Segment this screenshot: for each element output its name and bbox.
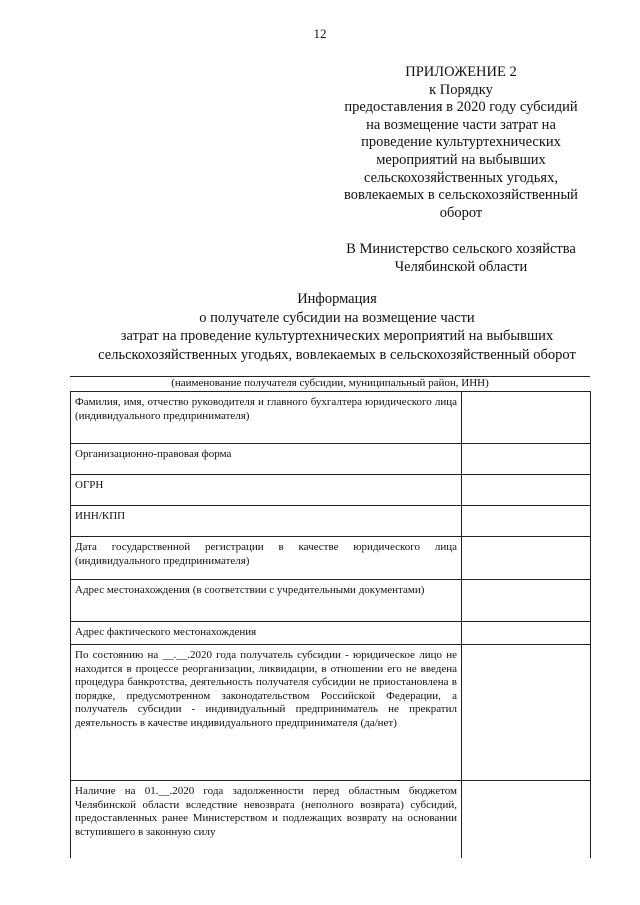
row-value-cell [462,622,591,645]
page-number: 12 [313,26,327,41]
appendix-line: проведение культуртехнических [361,134,561,151]
appendix-line: к Порядку [429,81,493,98]
appendix-line: сельскохозяйственных угодьях, [364,169,558,186]
row-label: По состоянию на __.__.2020 года получатель субсидии - юридическое лицо не находится в процессе реорганизации, ликвидации, в отношении его не введена процедура банкротства, деятельность получателя субсидии не приостановлена в порядке, предусмотренном законодательством Российской Федерации, а получатель субсидии - индивидуальный предприниматель не прекратил деятельность в качестве индивидуального предпринимателя (да/нет) [71,645,462,781]
row-value-cell [462,506,591,537]
row-label: ОГРН [71,475,462,506]
row-value-cell [462,645,591,781]
addressee [318,240,604,276]
appendix-line: оборот [439,204,483,221]
addressee-line: В Министерство сельского хозяйства [346,241,576,257]
heading-line: затрат на проведение культуртехнических мероприятий на выбывших [120,328,554,344]
row-label: Наличие на 01.__.2020 года задолженности перед областным бюджетом Челябинской области вследствие невозврата (неполного возврата) субсидий, предоставленных ранее Министерством и подлежащих возврату на основании вступившего в законную силу [71,781,462,859]
row-value-cell [462,444,591,475]
table-row [71,392,591,444]
appendix-header [318,64,604,222]
row-value-cell [462,781,591,859]
row-label: Адрес местонахождения (в соответствии с учредительными документами) [71,580,462,622]
appendix-line: на возмещение части затрат на [366,116,556,133]
table-row [71,475,591,506]
table-row [71,444,591,475]
row-label: Организационно-правовая форма [71,444,462,475]
table-row [71,781,591,859]
table-row [71,537,591,580]
row-value-cell [462,537,591,580]
row-value-cell [462,580,591,622]
row-label: Адрес фактического местонахождения [71,622,462,645]
heading-line: сельскохозяйственных угодьях, вовлекаемых в сельскохозяйственный оборот [98,346,576,363]
table-row [71,506,591,537]
row-value-cell [462,392,591,444]
row-value-cell [462,475,591,506]
row-label: ИНН/КПП [71,506,462,537]
appendix-line: вовлекаемых в сельскохозяйственный [344,187,578,204]
heading-line: о получателе субсидии на возмещение части [199,309,475,326]
row-label: Фамилия, имя, отчество руководителя и главного бухгалтера юридического лица (индивидуального предпринимателя) [71,392,462,444]
document-title: Информация [297,291,377,307]
info-table [70,391,591,858]
appendix-title: ПРИЛОЖЕНИЕ 2 [405,64,517,80]
table-row [71,580,591,622]
document-heading [40,290,634,364]
recipient-caption: (наименование получателя субсидии, муниципальный район, ИНН) [171,377,489,389]
addressee-line: Челябинской области [394,259,528,275]
table-row [71,645,591,781]
row-label: Дата государственной регистрации в качестве юридического лица (индивидуального предпринимателя) [71,537,462,580]
table-row [71,622,591,645]
appendix-line: мероприятий на выбывших [376,151,546,168]
appendix-line: предоставления в 2020 году субсидий [344,99,578,116]
